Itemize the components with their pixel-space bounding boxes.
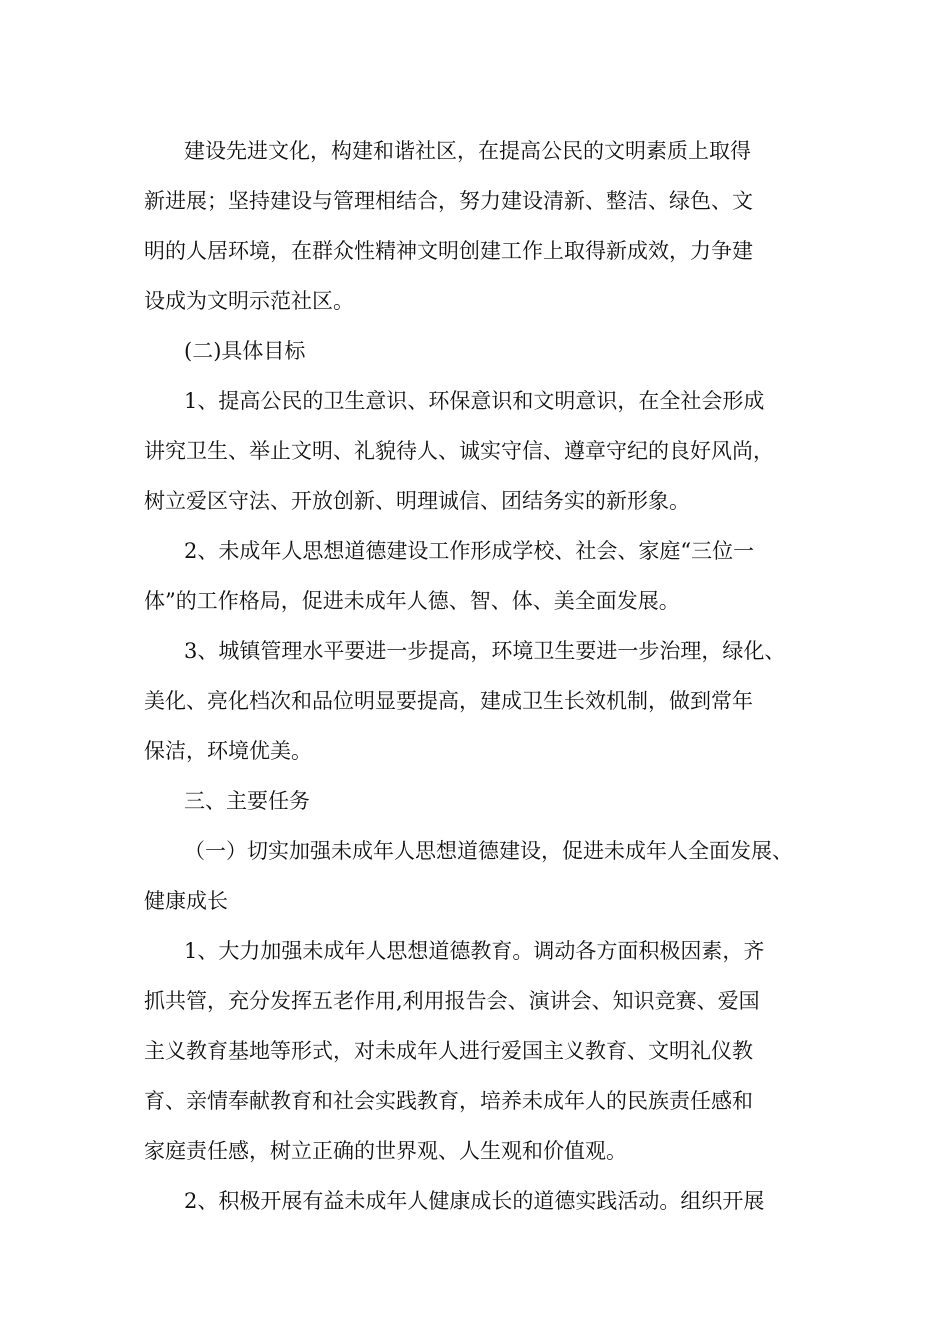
paragraph-line: 保洁，环境优美。	[144, 739, 312, 763]
paragraph-line: 美化、亮化档次和品位明显要提高，建成卫生长效机制，做到常年	[144, 689, 753, 713]
subsection-heading: 健康成长	[144, 889, 228, 913]
paragraph-line: 家庭责任感，树立正确的世界观、人生观和价值观。	[144, 1139, 627, 1163]
section-heading: (二)具体目标	[184, 339, 306, 363]
paragraph-line: 设成为文明示范社区。	[144, 289, 354, 313]
paragraph-line: 树立爱区守法、开放创新、明理诚信、团结务实的新形象。	[144, 489, 690, 513]
section-heading: 三、主要任务	[184, 789, 310, 813]
paragraph-line: 体”的工作格局，促进未成年人德、智、体、美全面发展。	[144, 589, 680, 613]
subsection-heading: （一）切实加强未成年人思想道德建设，促进未成年人全面发展、	[184, 839, 793, 863]
paragraph-line: 1、提高公民的卫生意识、环保意识和文明意识，在全社会形成	[184, 389, 765, 413]
paragraph-line: 建设先进文化，构建和谐社区，在提高公民的文明素质上取得	[184, 139, 751, 163]
paragraph-line: 2、未成年人思想道德建设工作形成学校、社会、家庭“三位一	[184, 539, 755, 563]
paragraph-line: 2、积极开展有益未成年人健康成长的道德实践活动。组织开展	[184, 1189, 765, 1213]
paragraph-line: 新进展；坚持建设与管理相结合，努力建设清新、整洁、绿色、文	[144, 189, 753, 213]
paragraph-line: 1、大力加强未成年人思想道德教育。调动各方面积极因素，齐	[184, 939, 765, 963]
paragraph-line: 育、亲情奉献教育和社会实践教育，培养未成年人的民族责任感和	[144, 1089, 753, 1113]
paragraph-line: 明的人居环境，在群众性精神文明创建工作上取得新成效，力争建	[144, 239, 753, 263]
paragraph-line: 抓共管，充分发挥五老作用,利用报告会、演讲会、知识竞赛、爱国	[144, 989, 760, 1013]
paragraph-line: 讲究卫生、举止文明、礼貌待人、诚实守信、遵章守纪的良好风尚，	[144, 439, 774, 463]
paragraph-line: 3、城镇管理水平要进一步提高，环境卫生要进一步治理，绿化、	[184, 639, 786, 663]
paragraph-line: 主义教育基地等形式，对未成年人进行爱国主义教育、文明礼仪教	[144, 1039, 753, 1063]
